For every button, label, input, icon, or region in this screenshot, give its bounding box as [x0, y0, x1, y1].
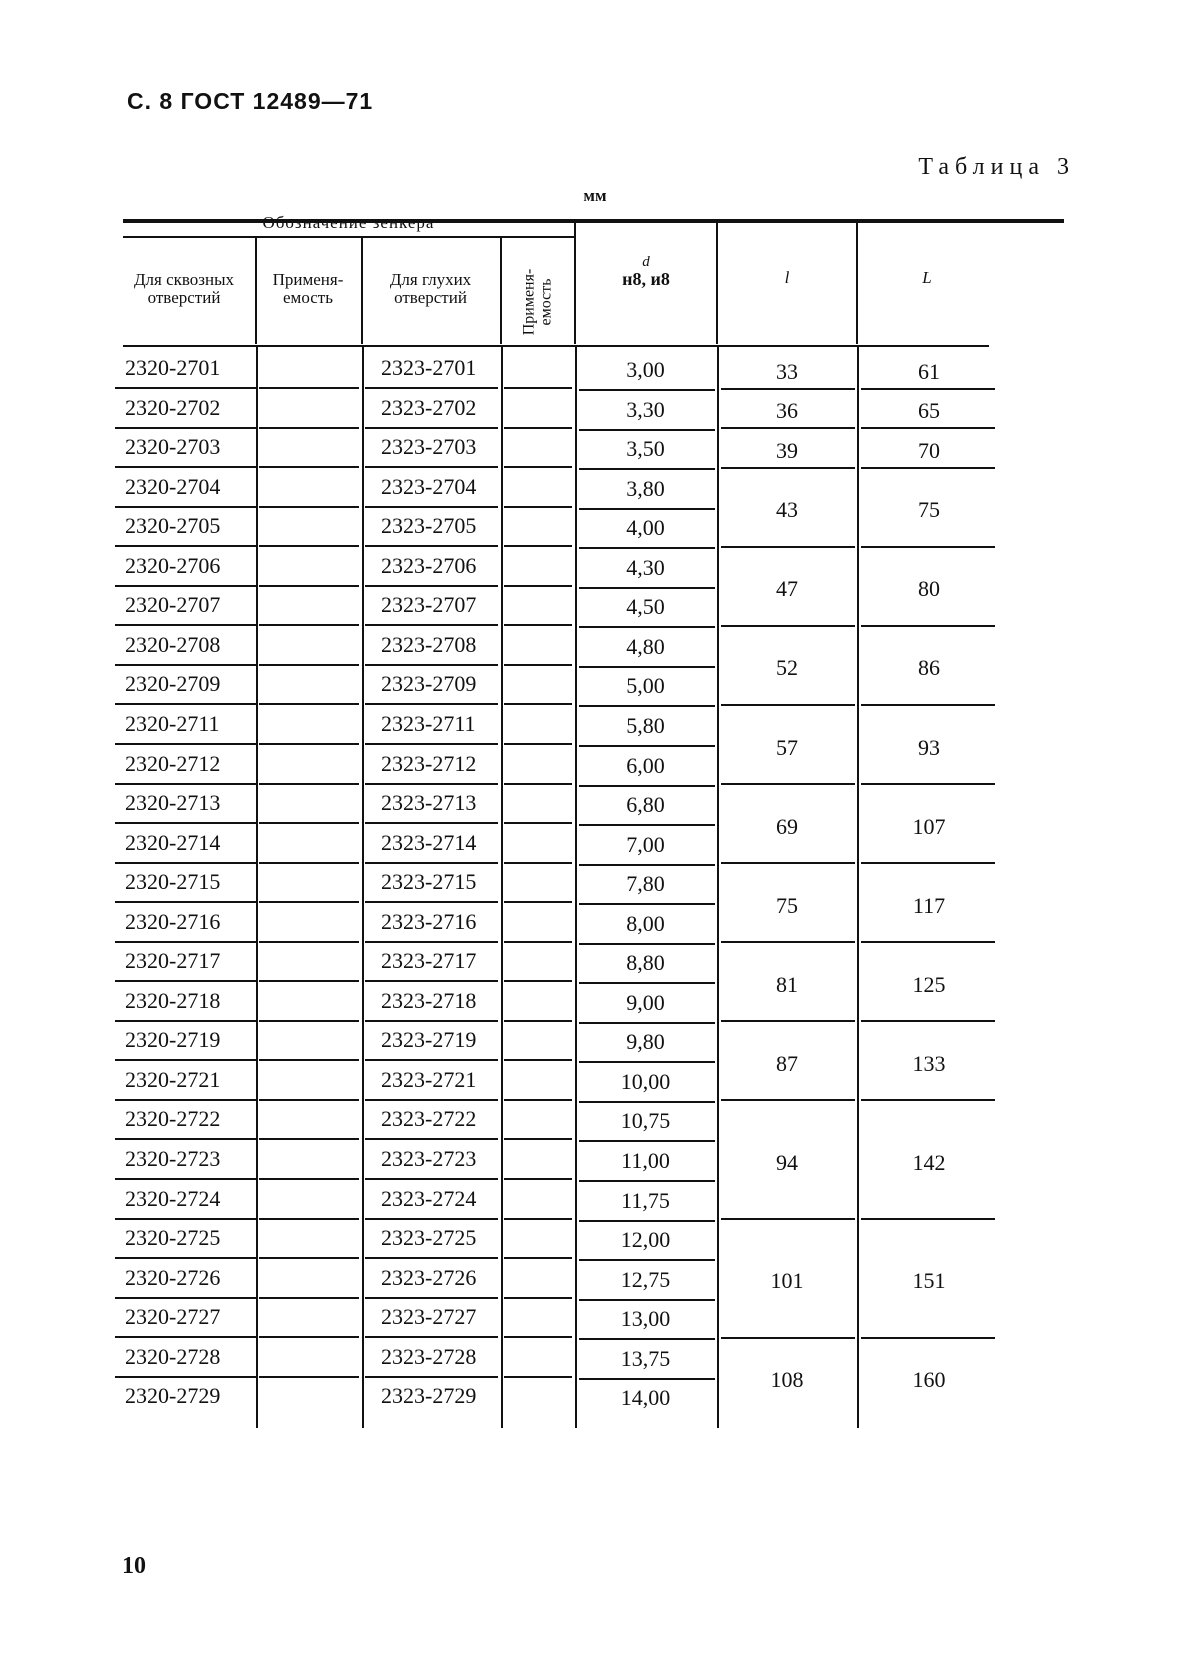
row-rule-through [115, 743, 257, 745]
row-rule-through [115, 1297, 257, 1299]
row-rule-applicability-2 [504, 466, 572, 468]
row-rule-applicability-1 [259, 624, 359, 626]
table-caption: Таблица 3 [918, 154, 1075, 180]
row-rule-through [115, 1376, 257, 1378]
diameter-value: 3,00 [626, 357, 665, 382]
through-hole-code: 2320-2707 [125, 592, 221, 618]
diameter-value: 8,80 [626, 950, 665, 976]
diameter-value: 3,30 [626, 396, 665, 422]
row-rule-through [115, 703, 257, 705]
row-rule-blind [365, 901, 498, 903]
row-rule-diameter [579, 1140, 715, 1142]
through-hole-code: 2320-2724 [125, 1185, 221, 1211]
diameter-value: 3,80 [626, 475, 665, 501]
blind-hole-code: 2323-2723 [381, 1146, 477, 1171]
group-rule-l [721, 704, 855, 706]
row-rule-blind [365, 585, 498, 587]
row-rule-blind [365, 1099, 498, 1101]
row-rule-applicability-2 [504, 743, 572, 745]
row-rule-through [115, 1218, 257, 1220]
diameter-value: 7,00 [626, 831, 665, 857]
length-L-value: 86 [918, 655, 940, 681]
row-rule-applicability-1 [259, 1138, 359, 1140]
row-rule-diameter [579, 1378, 715, 1380]
group-rule-l [721, 1337, 855, 1339]
group-rule-L [861, 427, 995, 429]
row-rule-applicability-1 [259, 1218, 359, 1220]
group-rule-L [861, 388, 995, 390]
header-applicability-2-line1: Применя- [520, 268, 537, 335]
group-rule-l [721, 467, 855, 469]
length-l-value: 101 [770, 1268, 804, 1294]
row-rule-applicability-2 [504, 387, 572, 389]
diameter-value: 10,00 [620, 1068, 671, 1094]
row-rule-through [115, 822, 257, 824]
blind-hole-code: 2323-2716 [381, 908, 477, 934]
through-hole-code: 2320-2718 [125, 987, 221, 1013]
vline-header-6 [856, 219, 858, 344]
through-hole-code: 2320-2719 [125, 1027, 221, 1053]
diameter-value: 13,00 [620, 1306, 671, 1332]
row-rule-blind [365, 466, 498, 468]
blind-hole-code: 2323-2719 [381, 1027, 477, 1053]
row-rule-blind [365, 1178, 498, 1180]
length-L-value: 117 [912, 892, 946, 918]
row-rule-through [115, 941, 257, 943]
blind-hole-code: 2323-2701 [381, 355, 477, 380]
vline-header-4 [574, 219, 576, 344]
row-rule-through [115, 862, 257, 864]
row-rule-diameter [579, 1101, 715, 1103]
blind-hole-code: 2323-2714 [381, 829, 477, 855]
through-hole-code: 2320-2713 [125, 790, 221, 816]
length-l-value: 81 [776, 971, 798, 997]
row-rule-applicability-2 [504, 1376, 572, 1378]
row-rule-applicability-2 [504, 624, 572, 626]
diameter-value: 8,00 [626, 910, 665, 936]
header-applicability-2-text [520, 268, 554, 335]
length-L-value: 70 [918, 437, 940, 463]
diameter-value: 3,50 [626, 436, 665, 462]
diameter-value: 9,80 [626, 1029, 665, 1055]
row-rule-applicability-1 [259, 1257, 359, 1259]
header-through-line2: отверстий [147, 288, 221, 307]
diameter-value: 4,00 [626, 515, 665, 541]
diameter-value: 10,75 [620, 1108, 671, 1134]
row-rule-applicability-2 [504, 545, 572, 547]
row-rule-diameter [579, 903, 715, 905]
through-hole-code: 2320-2715 [125, 869, 221, 895]
row-rule-applicability-2 [504, 1099, 572, 1101]
row-rule-diameter [579, 1061, 715, 1063]
row-rule-blind [365, 1059, 498, 1061]
row-rule-through [115, 783, 257, 785]
row-rule-diameter [579, 1022, 715, 1024]
length-l-value: 43 [776, 497, 798, 523]
blind-hole-code: 2323-2702 [381, 394, 477, 420]
blind-hole-code: 2323-2717 [381, 948, 477, 974]
row-rule-applicability-2 [504, 1336, 572, 1338]
row-rule-diameter [579, 1220, 715, 1222]
group-rule-L [861, 941, 995, 943]
group-rule-l [721, 862, 855, 864]
length-l-value: 39 [776, 437, 798, 463]
length-L-value: 75 [918, 497, 940, 523]
row-rule-blind [365, 1257, 498, 1259]
length-l-value: 47 [776, 576, 798, 602]
length-l-value: 69 [776, 813, 798, 839]
row-rule-diameter [579, 1259, 715, 1261]
header-l: l [784, 268, 790, 287]
length-L-value: 80 [918, 576, 940, 602]
row-rule-diameter [579, 943, 715, 945]
row-rule-applicability-1 [259, 387, 359, 389]
group-rule-l [721, 1218, 855, 1220]
row-rule-blind [365, 1297, 498, 1299]
row-rule-diameter [579, 389, 715, 391]
length-l-value: 57 [776, 734, 798, 760]
diameter-value: 5,00 [626, 673, 665, 699]
group-rule-L [861, 783, 995, 785]
group-rule-L [861, 704, 995, 706]
row-rule-applicability-1 [259, 1059, 359, 1061]
row-rule-diameter [579, 705, 715, 707]
length-L-value: 142 [912, 1149, 946, 1175]
row-rule-applicability-2 [504, 862, 572, 864]
header-d [575, 255, 717, 288]
row-rule-through [115, 1257, 257, 1259]
row-rule-applicability-2 [504, 1297, 572, 1299]
diameter-value: 13,75 [620, 1345, 671, 1371]
row-rule-through [115, 427, 257, 429]
group-rule-l [721, 941, 855, 943]
through-hole-code: 2320-2722 [125, 1106, 221, 1132]
blind-hole-code: 2323-2728 [381, 1343, 477, 1369]
row-rule-applicability-1 [259, 506, 359, 508]
blind-hole-code: 2323-2704 [381, 473, 477, 499]
header-through-line1: Для сквозных [133, 270, 235, 289]
row-rule-applicability-1 [259, 664, 359, 666]
row-rule-diameter [579, 1338, 715, 1340]
row-rule-applicability-2 [504, 1138, 572, 1140]
row-rule-blind [365, 743, 498, 745]
diameter-value: 12,00 [620, 1227, 671, 1253]
length-L-value: 160 [912, 1367, 946, 1393]
row-rule-applicability-2 [504, 1059, 572, 1061]
diameter-value: 11,00 [621, 1148, 670, 1173]
row-rule-applicability-1 [259, 427, 359, 429]
diameter-value: 6,80 [626, 792, 665, 818]
length-l-value: 52 [776, 655, 798, 681]
blind-hole-code: 2323-2721 [381, 1066, 477, 1092]
row-rule-blind [365, 427, 498, 429]
group-rule-L [861, 1020, 995, 1022]
length-L-value: 65 [918, 398, 940, 424]
through-hole-code: 2320-2701 [125, 355, 221, 380]
row-rule-diameter [579, 429, 715, 431]
row-rule-through [115, 980, 257, 982]
through-hole-code: 2320-2703 [125, 434, 221, 460]
through-hole-code: 2320-2714 [125, 829, 221, 855]
diameter-value: 4,50 [626, 594, 665, 620]
row-rule-applicability-1 [259, 862, 359, 864]
row-rule-through [115, 585, 257, 587]
vline-header-5 [716, 219, 718, 344]
length-l-value: 36 [776, 398, 798, 424]
row-rule-diameter [579, 982, 715, 984]
row-rule-blind [365, 862, 498, 864]
blind-hole-code: 2323-2718 [381, 987, 477, 1013]
header-applicability-1 [255, 271, 361, 307]
row-rule-applicability-1 [259, 783, 359, 785]
row-rule-through [115, 1178, 257, 1180]
group-rule-l [721, 546, 855, 548]
row-rule-through [115, 1336, 257, 1338]
row-rule-blind [365, 1138, 498, 1140]
group-rule-l [721, 625, 855, 627]
through-hole-code: 2320-2729 [125, 1383, 221, 1409]
blind-hole-code: 2323-2711 [381, 710, 476, 736]
row-rule-blind [365, 624, 498, 626]
through-hole-code: 2320-2711 [125, 710, 220, 736]
header-applicability-1-line2: емость [283, 288, 333, 307]
row-rule-blind [365, 506, 498, 508]
group-rule-l [721, 427, 855, 429]
through-hole-code: 2320-2702 [125, 394, 221, 420]
header-applicability-1-line1: Применя- [272, 270, 344, 289]
row-rule-diameter [579, 547, 715, 549]
diameter-value: 6,00 [626, 752, 665, 778]
through-hole-code: 2320-2717 [125, 948, 221, 974]
through-hole-code: 2320-2716 [125, 908, 221, 934]
row-rule-blind [365, 664, 498, 666]
row-rule-applicability-1 [259, 1020, 359, 1022]
row-rule-through [115, 387, 257, 389]
row-rule-diameter [579, 508, 715, 510]
row-rule-blind [365, 783, 498, 785]
units-label: мм [583, 186, 607, 205]
row-rule-applicability-2 [504, 585, 572, 587]
row-rule-applicability-1 [259, 1178, 359, 1180]
row-rule-applicability-1 [259, 1336, 359, 1338]
group-header: Обозначение зенкера [262, 213, 435, 232]
row-rule-blind [365, 822, 498, 824]
length-l-value: 87 [776, 1050, 798, 1076]
row-rule-through [115, 1138, 257, 1140]
diameter-value: 7,80 [626, 871, 665, 897]
group-rule-L [861, 862, 995, 864]
row-rule-applicability-1 [259, 466, 359, 468]
row-rule-blind [365, 1020, 498, 1022]
header-through-holes [119, 271, 249, 307]
group-rule-L [861, 467, 995, 469]
length-L-value: 93 [918, 734, 940, 760]
through-hole-code: 2320-2725 [125, 1225, 221, 1251]
row-rule-applicability-2 [504, 664, 572, 666]
row-rule-diameter [579, 587, 715, 589]
group-rule-l [721, 1020, 855, 1022]
row-rule-through [115, 466, 257, 468]
length-L-value: 107 [912, 813, 946, 839]
diameter-value: 5,80 [626, 712, 665, 738]
row-rule-diameter [579, 626, 715, 628]
row-rule-applicability-2 [504, 1218, 572, 1220]
length-L-value: 61 [918, 358, 940, 384]
blind-hole-code: 2323-2709 [381, 671, 477, 697]
row-rule-diameter [579, 468, 715, 470]
row-rule-applicability-2 [504, 941, 572, 943]
row-rule-applicability-1 [259, 585, 359, 587]
header-blind-line2: отверстий [394, 288, 467, 307]
row-rule-applicability-1 [259, 1376, 359, 1378]
blind-hole-code: 2323-2722 [381, 1106, 477, 1132]
row-rule-blind [365, 1376, 498, 1378]
diameter-value: 4,80 [626, 633, 665, 659]
row-rule-blind [365, 1218, 498, 1220]
row-rule-applicability-2 [504, 980, 572, 982]
row-rule-blind [365, 387, 498, 389]
row-rule-applicability-1 [259, 1099, 359, 1101]
row-rule-diameter [579, 666, 715, 668]
vline-header-2 [361, 238, 363, 344]
row-rule-diameter [579, 785, 715, 787]
blind-hole-code: 2323-2725 [381, 1225, 477, 1251]
row-rule-applicability-2 [504, 901, 572, 903]
header-applicability-2-line2: емость [537, 278, 554, 326]
row-rule-applicability-2 [504, 703, 572, 705]
blind-hole-code: 2323-2715 [381, 869, 477, 895]
row-rule-blind [365, 545, 498, 547]
group-rule-L [861, 1099, 995, 1101]
length-l-value: 75 [776, 892, 798, 918]
row-rule-blind [365, 1336, 498, 1338]
diameter-value: 12,75 [620, 1266, 671, 1292]
group-rule-l [721, 783, 855, 785]
row-rule-applicability-1 [259, 545, 359, 547]
through-hole-code: 2320-2728 [125, 1343, 221, 1369]
vline-body-2 [362, 347, 364, 1428]
row-rule-applicability-2 [504, 783, 572, 785]
row-rule-applicability-1 [259, 941, 359, 943]
through-hole-code: 2320-2721 [125, 1066, 221, 1092]
row-rule-diameter [579, 864, 715, 866]
group-rule-L [861, 625, 995, 627]
document-header: С. 8 ГОСТ 12489—71 [127, 88, 374, 114]
row-rule-through [115, 901, 257, 903]
row-rule-through [115, 1099, 257, 1101]
blind-hole-code: 2323-2712 [381, 750, 477, 776]
table-body [113, 347, 1064, 1447]
row-rule-applicability-1 [259, 901, 359, 903]
row-rule-through [115, 506, 257, 508]
row-rule-diameter [579, 1299, 715, 1301]
length-l-value: 33 [776, 358, 798, 384]
group-rule-L [861, 1218, 995, 1220]
through-hole-code: 2320-2708 [125, 631, 221, 657]
group-rule-l [721, 1099, 855, 1101]
blind-hole-code: 2323-2727 [381, 1304, 477, 1330]
through-hole-code: 2320-2706 [125, 552, 221, 578]
through-hole-code: 2320-2709 [125, 671, 221, 697]
row-rule-applicability-1 [259, 822, 359, 824]
row-rule-applicability-2 [504, 427, 572, 429]
header-L: L [922, 268, 932, 287]
row-rule-applicability-2 [504, 822, 572, 824]
vline-header-3 [500, 238, 502, 344]
through-hole-code: 2320-2726 [125, 1264, 221, 1290]
blind-hole-code: 2323-2705 [381, 513, 477, 539]
row-rule-applicability-2 [504, 506, 572, 508]
row-rule-applicability-2 [504, 1178, 572, 1180]
through-hole-code: 2320-2727 [125, 1304, 221, 1330]
diameter-value: 4,30 [626, 554, 665, 580]
length-L-value: 151 [912, 1268, 946, 1294]
diameter-value: 14,00 [620, 1385, 671, 1411]
blind-hole-code: 2323-2726 [381, 1264, 477, 1290]
row-rule-blind [365, 703, 498, 705]
through-hole-code: 2320-2723 [125, 1146, 221, 1171]
length-L-value: 125 [912, 971, 946, 997]
row-rule-applicability-1 [259, 980, 359, 982]
row-rule-blind [365, 980, 498, 982]
blind-hole-code: 2323-2729 [381, 1383, 477, 1409]
group-rule-L [861, 546, 995, 548]
diameter-value: 9,00 [626, 989, 665, 1015]
row-rule-applicability-1 [259, 703, 359, 705]
length-l-value: 108 [770, 1367, 804, 1393]
group-rule-L [861, 1337, 995, 1339]
header-blind-holes [363, 271, 498, 307]
header-d-symbol: d [642, 254, 650, 270]
row-rule-applicability-2 [504, 1257, 572, 1259]
header-d-tolerance: н8, и8 [622, 269, 670, 289]
header-blind-line1: Для глухих [389, 270, 472, 289]
blind-hole-code: 2323-2713 [381, 790, 477, 816]
length-l-value: 94 [776, 1149, 798, 1175]
row-rule-applicability-2 [504, 1020, 572, 1022]
row-rule-through [115, 1059, 257, 1061]
length-L-value: 133 [912, 1050, 946, 1076]
through-hole-code: 2320-2704 [125, 473, 221, 499]
row-rule-diameter [579, 745, 715, 747]
diameter-value: 11,75 [621, 1187, 670, 1213]
group-rule-l [721, 388, 855, 390]
row-rule-through [115, 545, 257, 547]
row-rule-applicability-1 [259, 1297, 359, 1299]
through-hole-code: 2320-2712 [125, 750, 221, 776]
counterbore-table [123, 213, 1064, 1553]
row-rule-diameter [579, 824, 715, 826]
blind-hole-code: 2323-2708 [381, 631, 477, 657]
row-rule-through [115, 664, 257, 666]
vline-header-1 [255, 238, 257, 344]
row-rule-through [115, 1020, 257, 1022]
row-rule-diameter [579, 1180, 715, 1182]
blind-hole-code: 2323-2703 [381, 434, 477, 460]
row-rule-blind [365, 941, 498, 943]
row-rule-through [115, 624, 257, 626]
through-hole-code: 2320-2705 [125, 513, 221, 539]
page-number: 10 [122, 1553, 146, 1579]
blind-hole-code: 2323-2707 [381, 592, 477, 618]
blind-hole-code: 2323-2706 [381, 552, 477, 578]
blind-hole-code: 2323-2724 [381, 1185, 477, 1211]
group-header-underline [123, 236, 574, 238]
row-rule-applicability-1 [259, 743, 359, 745]
